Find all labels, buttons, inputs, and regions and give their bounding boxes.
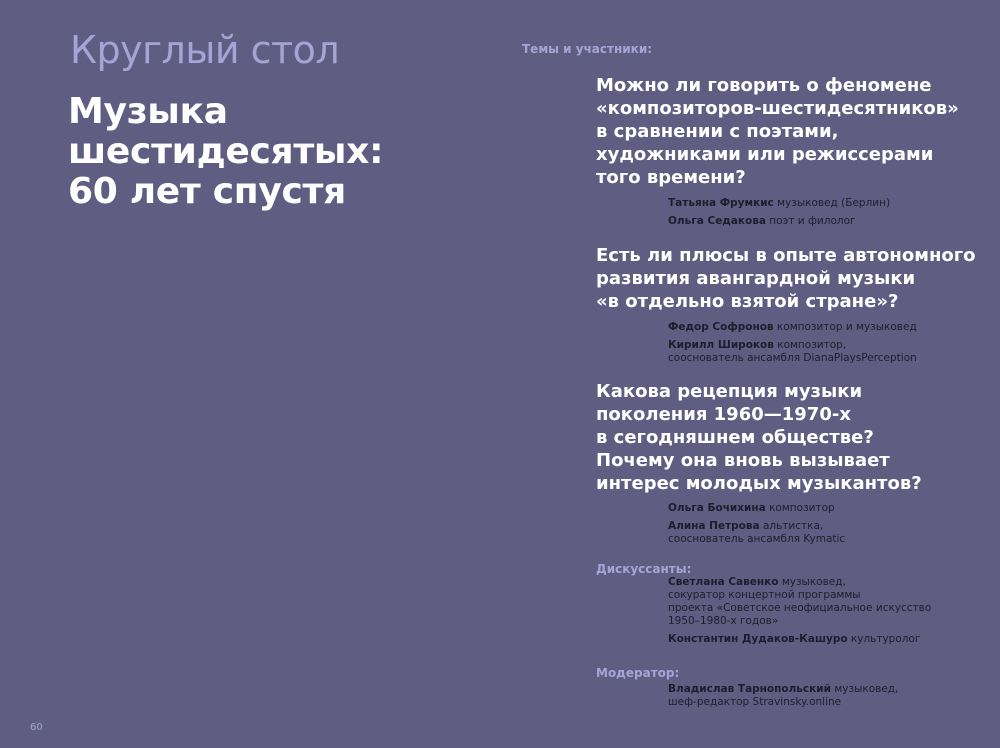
participant [668,215,988,228]
participant [668,502,988,515]
discussant-role: музыковед, [778,576,846,588]
moderator [668,683,988,709]
question-line: Почему она вновь вызывает [596,450,890,471]
page-number: 60 [30,722,43,733]
participant-role: сооснователь ансамбля DianaPlaysPerception [668,352,917,364]
question-line: поколения 1960—1970-х [596,404,851,425]
participant-name: Татьяна Фрумкис [668,197,774,209]
question-line: Какова рецепция музыки [596,381,863,402]
discussant [668,576,988,628]
participant-role: композитор, [773,339,847,351]
discussants-list [668,576,988,651]
participant [668,520,988,546]
participant-name: Алина Петрова [668,520,760,532]
discussant-role: проекта «Советское неофициальное искусство [668,602,932,614]
participant-name: Ольга Седакова [668,215,766,227]
participant-role: альтистка, [759,520,824,532]
moderator-role: музыковед, [831,683,899,695]
participant-role: музыковед (Берлин) [773,197,891,209]
question-line: «в отдельно взятой стране»? [596,291,899,312]
title-line: шестидесятых: [68,131,384,172]
discussant-role: сокуратор концертной программы [668,589,861,601]
topic-question [596,380,996,495]
question-line: Есть ли плюсы в опыте автономного [596,245,976,266]
discussants-label: Дискуссанты: [596,562,692,576]
participant-role: композитор и музыковед [773,321,917,333]
question-line: «композиторов-шестидесятников» [596,98,959,119]
topic-question [596,244,996,313]
question-line: развития авангардной музыки [596,268,916,289]
participant [668,197,988,210]
participant-name: Ольга Бочихина [668,502,766,514]
participant-name: Кирилл Широков [668,339,774,351]
question-line: в сегодняшнем обществе? [596,427,874,448]
moderator-name: Владислав Тарнопольский [668,683,832,695]
topic-question [596,74,996,189]
participant-list [668,321,988,370]
moderator-list [668,683,988,714]
moderator-label: Модератор: [596,666,680,680]
participant [668,321,988,334]
kicker: Круглый стол [70,28,340,72]
discussant-name: Константин Дудаков-Кашуро [668,633,848,645]
discussant-role: культуролог [847,633,921,645]
question-line: в сравнении с поэтами, [596,121,839,142]
question-line: Можно ли говорить о феномене [596,75,932,96]
participant-role: поэт и филолог [765,215,856,227]
participant-role: сооснователь ансамбля Kymatic [668,533,846,545]
moderator-role: шеф-редактор Stravinsky.online [668,696,842,708]
question-line: художниками или режиссерами [596,144,934,165]
participant-role: композитор [765,502,835,514]
themes-label: Темы и участники: [522,42,653,56]
title-line: 60 лет спустя [68,171,346,212]
discussant-name: Светлана Савенко [668,576,779,588]
participant [668,339,988,365]
question-line: того времени? [596,167,746,188]
discussant-role: 1950–1980-х годов» [668,615,779,627]
question-line: интерес молодых музыкантов? [596,473,922,494]
participant-list [668,197,988,233]
participant-name: Федор Софронов [668,321,774,333]
discussant [668,633,988,646]
participant-list [668,502,988,551]
page-title [68,92,448,212]
title-line: Музыка [68,91,228,132]
